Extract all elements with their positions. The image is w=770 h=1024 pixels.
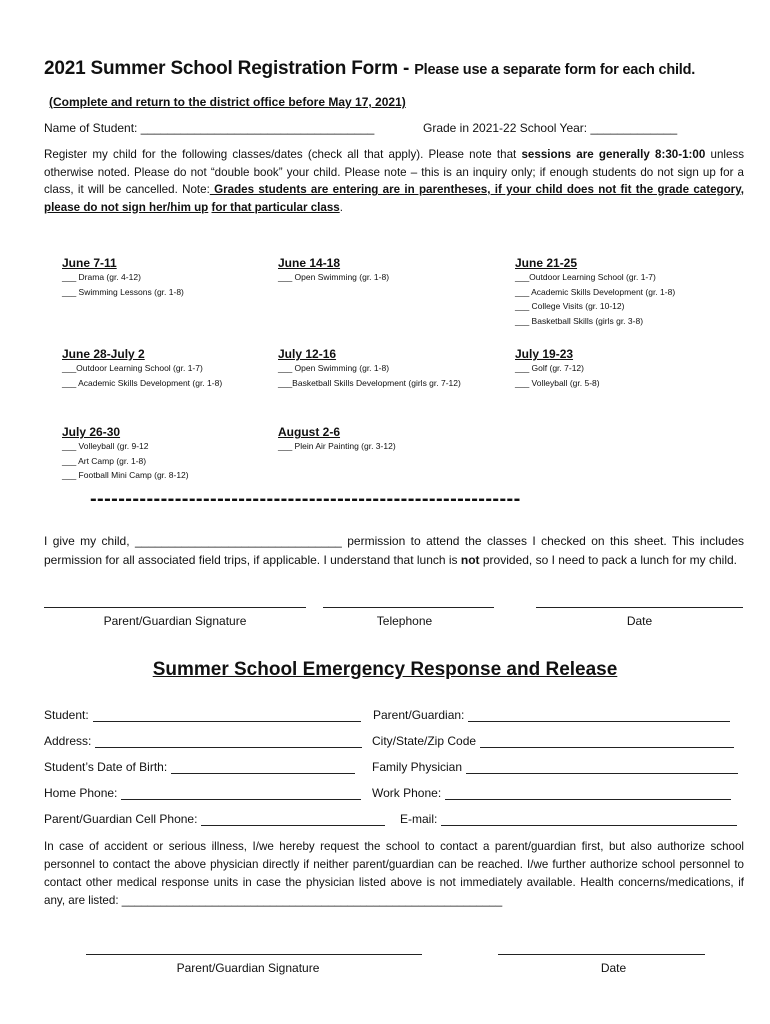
session-option[interactable]: ___ Academic Skills Development (gr. 1-8) <box>515 286 676 297</box>
emergency-title: Summer School Emergency Response and Release <box>152 659 618 680</box>
home-phone-field <box>44 786 361 800</box>
email-input-line[interactable] <box>441 813 737 826</box>
session-option[interactable]: ___ Basketball Skills (girls gr. 3-8) <box>515 315 644 326</box>
session-block <box>62 347 222 390</box>
address-input-line[interactable] <box>95 735 362 748</box>
dob-field <box>44 760 355 774</box>
work-phone-label: Work Phone: <box>372 786 442 800</box>
date-line[interactable] <box>536 607 743 608</box>
date-label-2: Date <box>600 961 627 975</box>
session-block <box>278 256 389 285</box>
session-date: August 2-6 <box>278 425 341 439</box>
home-phone-label: Home Phone: <box>44 786 118 800</box>
work-phone-field <box>372 786 731 800</box>
cell-phone-field <box>44 812 385 826</box>
session-option[interactable]: ___ Football Mini Camp (gr. 8-12) <box>62 470 189 481</box>
student-name-blank[interactable]: ___________________________________ <box>140 121 375 135</box>
session-block <box>515 256 675 328</box>
telephone-label: Telephone <box>376 614 433 628</box>
permission-not: not <box>460 553 480 567</box>
session-option[interactable]: ___ Volleyball (gr. 5-8) <box>515 377 600 388</box>
parent-guardian-label: Parent/Guardian: <box>373 708 465 722</box>
session-option[interactable]: ___ Art Camp (gr. 1-8) <box>62 455 147 466</box>
session-date: June 28-July 2 <box>62 347 145 361</box>
permission-text-end: provided, so I need to pack a lunch for my child. <box>479 553 738 567</box>
parent-guardian-field <box>373 708 730 722</box>
session-option[interactable]: ___ Open Swimming (gr. 1-8) <box>278 363 390 373</box>
city-state-zip-input-line[interactable] <box>480 735 734 748</box>
release-paragraph: In case of accident or serious illness, I/we hereby request the school to contact a parent/guardian first, but also authorize school personnel to contact the above physician directly if neither parent/guardian can be reached. I/we further authorize school personnel to contact other medical response units in case the physician listed above is not immediately available. Health concerns/medications, if any, are listed: ___________________________________________________________ <box>44 840 744 907</box>
form-title-note: Please use a separate form for each child. <box>414 62 696 78</box>
session-date: July 19-23 <box>515 347 574 361</box>
session-block <box>62 256 184 299</box>
session-block <box>278 425 396 454</box>
work-phone-input-line[interactable] <box>445 787 731 800</box>
session-block <box>515 347 600 390</box>
dob-label: Student’s Date of Birth: <box>44 760 168 774</box>
email-label: E-mail: <box>400 812 438 826</box>
dob-input-line[interactable] <box>171 761 355 774</box>
intro-session-hours: sessions are generally 8:30-1:00 <box>521 148 706 161</box>
form-subtitle: (Complete and return to the district office before May 17, 2021) <box>49 95 406 109</box>
student-input-line[interactable] <box>93 709 361 722</box>
intro-text-end: . <box>339 200 343 214</box>
parent-signature-line[interactable] <box>44 607 306 608</box>
telephone-line[interactable] <box>323 607 494 608</box>
form-title-text: 2021 Summer School Registration Form - <box>44 58 410 79</box>
student-name-row <box>44 121 374 135</box>
parent-signature-line-2[interactable] <box>86 954 422 955</box>
session-option[interactable]: ___ College Visits (gr. 10-12) <box>515 301 625 312</box>
session-option[interactable]: ___ Academic Skills Development (gr. 1-8) <box>62 377 223 388</box>
home-phone-input-line[interactable] <box>121 787 361 800</box>
session-option[interactable]: ___ Swimming Lessons (gr. 1-8) <box>62 286 184 297</box>
grade-blank[interactable]: _____________ <box>590 121 678 135</box>
student-name-label: Name of Student: <box>44 121 138 135</box>
address-label: Address: <box>44 734 92 748</box>
session-date: June 7-11 <box>62 256 117 270</box>
session-option[interactable]: ___ Golf (gr. 7-12) <box>515 363 584 373</box>
session-date: July 12-16 <box>278 347 337 361</box>
session-option[interactable]: ___Outdoor Learning School (gr. 1-7) <box>62 363 203 373</box>
session-block <box>278 347 461 390</box>
permission-paragraph <box>44 532 744 570</box>
session-block <box>62 425 189 483</box>
session-option[interactable]: ___ Volleyball (gr. 9-12 <box>62 441 149 451</box>
physician-input-line[interactable] <box>466 761 738 774</box>
session-option[interactable]: ___ Plein Air Painting (gr. 3-12) <box>278 441 396 451</box>
intro-text-1: Register my child for the following classes/dates (check all that apply). Please note that <box>44 148 522 161</box>
cell-phone-input-line[interactable] <box>201 813 385 826</box>
student-field-label: Student: <box>44 708 89 722</box>
session-option[interactable]: ___ Drama (gr. 4-12) <box>62 272 141 282</box>
city-state-zip-field <box>372 734 734 748</box>
student-field <box>44 708 361 722</box>
session-option[interactable]: ___Basketball Skills Development (girls gr. 7-12) <box>278 377 461 388</box>
session-option[interactable]: ___ Open Swimming (gr. 1-8) <box>278 272 390 282</box>
section-divider: ------------------------------------------------------------- <box>90 488 521 510</box>
date-label: Date <box>626 614 653 628</box>
date-line-2[interactable] <box>498 954 705 955</box>
intro-paragraph <box>44 146 744 216</box>
physician-label: Family Physician <box>372 760 463 774</box>
grade-row <box>423 121 677 135</box>
session-date: June 14-18 <box>278 256 341 270</box>
intro-grade-note: Grades students are entering are in parentheses, if your child does not fit the grade category, please do not sign her/him up <box>44 183 745 214</box>
physician-field <box>372 760 738 774</box>
intro-grade-note-2: for that particular class <box>211 200 340 214</box>
parent-signature-label-2: Parent/Guardian Signature <box>176 961 320 975</box>
session-date: June 21-25 <box>515 256 578 270</box>
city-state-zip-label: City/State/Zip Code <box>372 734 477 748</box>
intro-text-2: unless otherwise noted. Please do not “double book” your child. Please note – this is an inquiry only; if enough students do not sign up for a class, it will be cancelled. Note: <box>44 148 745 196</box>
address-field <box>44 734 362 748</box>
parent-signature-label: Parent/Guardian Signature <box>103 614 247 628</box>
parent-guardian-input-line[interactable] <box>468 709 730 722</box>
permission-text: I give my child, _______________________________ permission to attend the classes I checked on this sheet. This includes permission for all associated field trips, if applicable. I understand that lunch is <box>44 534 744 567</box>
cell-phone-label: Parent/Guardian Cell Phone: <box>44 812 198 826</box>
session-option[interactable]: ___Outdoor Learning School (gr. 1-7) <box>515 272 656 282</box>
form-title <box>44 58 695 80</box>
grade-label: Grade in 2021-22 School Year: <box>423 121 588 135</box>
session-date: July 26-30 <box>62 425 121 439</box>
email-field <box>400 812 737 826</box>
